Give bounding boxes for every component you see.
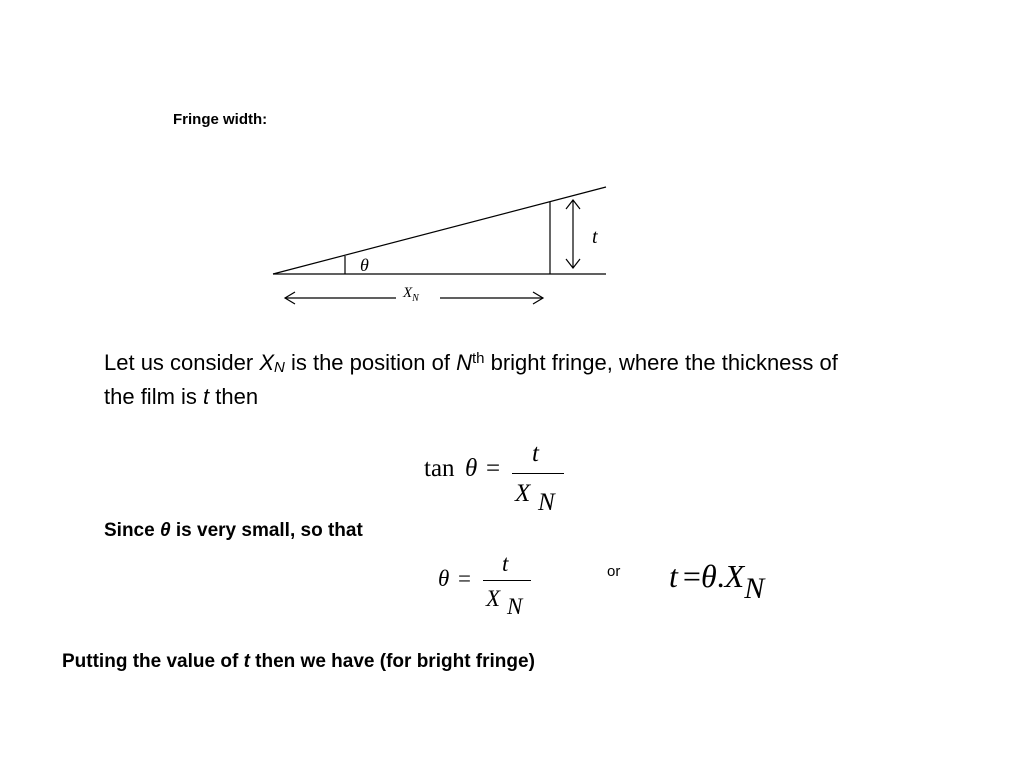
thickness-arrow xyxy=(566,200,580,268)
equation-theta: θ = t X N xyxy=(438,550,538,625)
equation-tan: tan θ = t X N xyxy=(424,438,574,518)
wedge-top-line xyxy=(273,187,606,274)
base-label: $X_N$ xyxy=(403,285,419,304)
putting-statement: Putting the value of t then we have (for bright fringe) xyxy=(62,651,535,672)
section-heading: Fringe width: xyxy=(173,111,268,128)
angle-label: θ xyxy=(360,255,369,275)
or-connector: or xyxy=(607,563,621,580)
equation-thickness: t =θ.XN xyxy=(669,558,765,605)
height-label: t xyxy=(592,226,598,248)
explanation-paragraph: Let us consider $X_N$ is the position of $N^{th}$ bright fringe, where the thickness of the film is t then xyxy=(104,350,838,409)
since-statement: Since θ is very small, so that xyxy=(104,520,363,541)
